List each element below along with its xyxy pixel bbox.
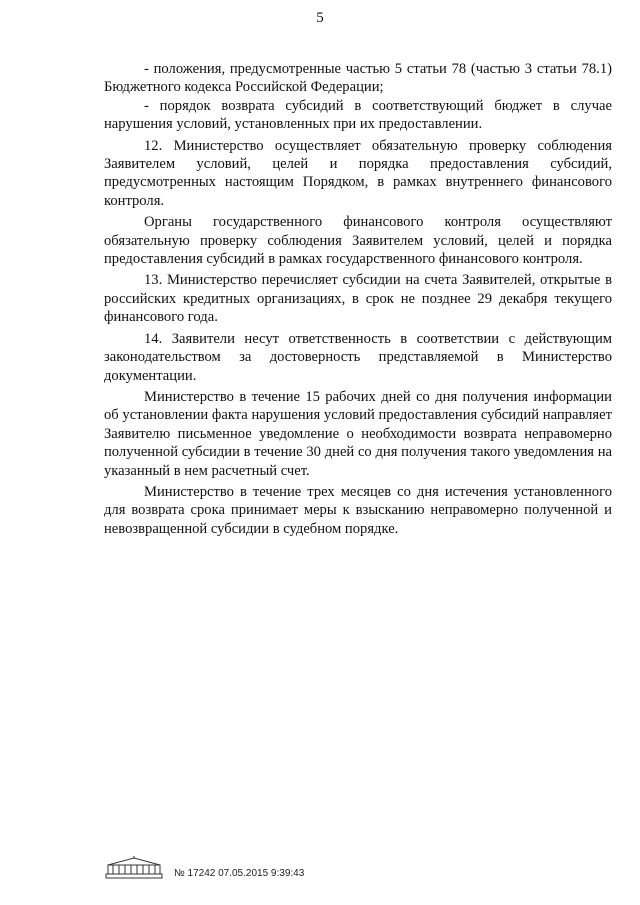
paragraph: 12. Министерство осуществляет обязательную проверку соблюдения Заявителем условий, целей и порядка предоставления субсидий, предусмотренных настоящим Порядком, в рамках внутреннего финансового контроля. (104, 137, 612, 209)
document-footer (104, 856, 604, 886)
registration-stamp: № 17242 07.05.2015 9:39:43 (174, 868, 305, 879)
paragraph: Министерство в течение трех месяцев со дня истечения установленного для возврата срока принимает меры к взысканию неправомерно полученной и невозвращенной субсидии в судебном порядке. (104, 483, 612, 537)
paragraph: - положения, предусмотренные частью 5 статьи 78 (частью 3 статьи 78.1) Бюджетного кодекса Российской Федерации; (104, 61, 612, 96)
paragraph: 13. Министерство перечисляет субсидии на счета Заявителей, открытые в российских кредитных организациях, в срок не позднее 29 декабря текущего финансового года. (104, 272, 612, 326)
page-number: 5 (316, 10, 324, 26)
paragraph: 14. Заявители несут ответственность в соответствии с действующим законодательством за достоверность представляемой в Министерство документации. (104, 330, 612, 384)
paragraph: Министерство в течение 15 рабочих дней со дня получения информации об установлении факта нарушения условий предоставления субсидий направляет Заявителю письменное уведомление о необходимости возврата неправомерно полученной субсидии в течение 30 дней со дня получения такого уведомления на указанный в нем расчетный счет. (104, 388, 612, 479)
paragraph: - порядок возврата субсидий в соответствующий бюджет в случае нарушения условий, установленных при их предоставлении. (104, 97, 612, 133)
document-body (104, 60, 612, 538)
building-seal-icon (104, 856, 164, 880)
paragraph: Органы государственного финансового контроля осуществляют обязательную проверку соблюдения Заявителем условий, целей и порядка предоставления субсидий в рамках государственного финансового контроля. (104, 214, 612, 268)
